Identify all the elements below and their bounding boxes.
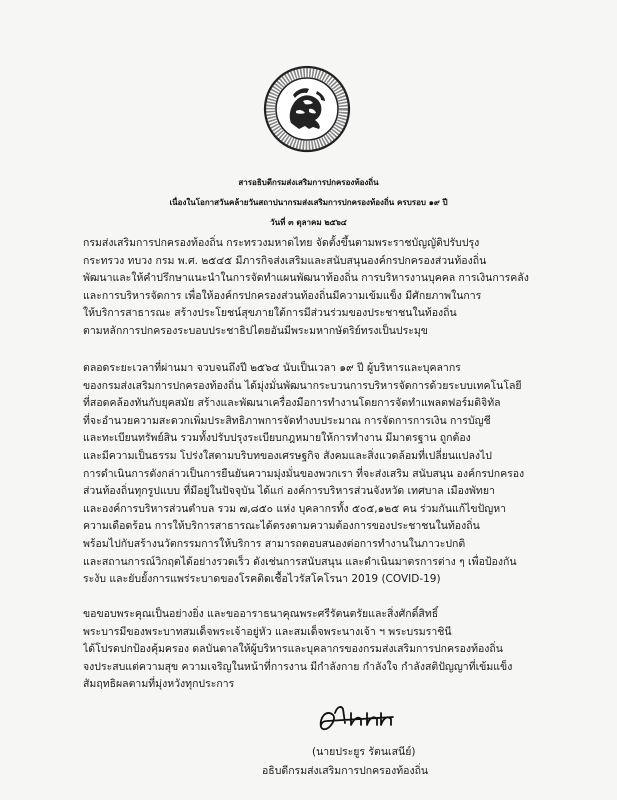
paragraph-line: พัฒนาและให้คำปรึกษาแนะนำในการจัดทำแผนพัฒนาท้องถิ่น การบริหารงานบุคคล การเงินการคลัง (83, 272, 529, 285)
title-line-3: วันที่ ๓ ตุลาคม ๒๕๖๔ (270, 217, 347, 227)
paragraph-line: และทะเบียนทรัพย์สิน รวมทั้งปรับปรุงระเบียบกฎหมายให้การทำงาน มีมาตรฐาน ถูกต้อง (83, 432, 471, 445)
paragraph-1 (83, 235, 555, 341)
department-seal-logo (263, 65, 351, 153)
title-block (0, 172, 617, 232)
paragraph-line: และการบริหารจัดการ เพื่อให้องค์กรปกครองส่วนท้องถิ่นมีความเข้มแข็ง มีศักยภาพในการ (83, 289, 482, 302)
paragraph-line: ตลอดระยะเวลาที่ผ่านมา จวบจนถึงปี ๒๕๖๔ นับเป็นเวลา ๑๙ ปี ผู้บริหารและบุคลากร (83, 362, 461, 374)
handwritten-signature (315, 703, 401, 739)
paragraph-line: ส่วนท้องถิ่นทุกรูปแบบ ที่มีอยู่ในปัจจุบัน ได้แก่ องค์การบริหารส่วนจังหวัด เทศบาล เมืองพัทยา (83, 485, 495, 498)
paragraph-line: กรมส่งเสริมการปกครองท้องถิ่น กระทรวงมหาดไทย จัดตั้งขึ้นตามพระราชบัญญัติปรับปรุง (83, 237, 480, 249)
paragraph-line: และมีความเป็นธรรม โปร่งใสตามบริบทของเศรษฐกิจ สังคมและสิ่งแวดล้อมที่เปลี่ยนแปลงไป (83, 449, 492, 462)
paragraph-line: ของกรมส่งเสริมการปกครองท้องถิ่น ได้มุ่งมั่นพัฒนากระบวนการบริหารจัดการด้วยระบบเทคโนโลยี (83, 379, 522, 392)
title-line-1: สารอธิบดีกรมส่งเสริมการปกครองท้องถิ่น (238, 177, 379, 187)
paragraph-line: พระบารมีของพระบาทสมเด็จพระเจ้าอยู่หัว และสมเด็จพระนางเจ้า ฯ พระบรมราชินี (83, 625, 452, 638)
signatory-name: (นายประยูร รัตนเสนีย์) (312, 746, 416, 758)
paragraph-line: ระงับ และยับยั้งการแพร่ระบาดของโรคติดเชื้อไวรัสโคโรนา 2019 (COVID-19) (83, 573, 441, 586)
paragraph-line: การดำเนินการดังกล่าวเป็นการยืนยันความมุ่งมั่นของพวกเรา ที่จะส่งเสริม สนับสนุน องค์กรปกครอง (83, 467, 525, 480)
title-line-2: เนื่องในโอกาสวันคล้ายวันสถาปนากรมส่งเสริมการปกครองท้องถิ่น ครบรอบ ๑๙ ปี (169, 197, 448, 207)
paragraph-line: ความเดือดร้อน การให้บริการสาธารณะได้ตรงตามความต้องการของประชาชนในท้องถิ่น (83, 520, 480, 533)
paragraph-line: ที่จะอำนวยความสะดวกเพิ่มประสิทธิภาพการจัดทำงบประมาณ การจัดการการเงิน การบัญชี (83, 414, 491, 427)
paragraph-line: และองค์การบริหารส่วนตำบล รวม ๗,๘๕๐ แห่ง บุคลากรทั้ง ๕๐๕,๑๒๕ คน ร่วมกันแก้ไขปัญหา (83, 502, 507, 515)
paragraph-line: พร้อมไปกับสร้างนวัตกรรมการให้บริการ สามารถตอบสนองต่อการทำงานในภาวะปกติ (83, 537, 466, 550)
paragraph-line: กระทรวง ทบวง กรม พ.ศ. ๒๕๔๕ มีภารกิจส่งเสริมและสนับสนุนองค์กรปกครองส่วนท้องถิ่น (83, 254, 487, 267)
paragraph-line: ได้โปรดปกป้องคุ้มครอง ดลบันดาลให้ผู้บริหารและบุคลากรของกรมส่งเสริมการปกครองท้องถิ่น (83, 643, 503, 656)
paragraph-line: ให้บริการสาธารณะ สร้างประโยชน์สุขภายใต้การมีส่วนร่วมของประชาชนในท้องถิ่น (83, 307, 457, 320)
paragraph-line: และสถานการณ์วิกฤตได้อย่างรวดเร็ว ดังเช่นการสนับสนุน และดำเนินมาตรการต่าง ๆ เพื่อป้องกัน (83, 555, 517, 568)
paragraph-2 (83, 360, 555, 589)
paragraph-line: จงประสบแต่ความสุข ความเจริญในหน้าที่การงาน มีกำลังกาย กำลังใจ กำลังสติปัญญาที่เข้มแข็ง (83, 660, 513, 673)
paragraph-line: ที่สอดคล้องทันกับยุคสมัย สร้างและพัฒนาเครื่องมือการทำงานโดยการจัดทำแพลตฟอร์มดิจิทัล (83, 397, 501, 410)
signatory-position: อธิบดีกรมส่งเสริมการปกครองท้องถิ่น (262, 765, 429, 777)
paragraph-3 (83, 606, 555, 694)
paragraph-line: ตามหลักการปกครองระบอบประชาธิปไตยอันมีพระมหากษัตริย์ทรงเป็นประมุข (83, 324, 428, 337)
paragraph-line: ขอขอบพระคุณเป็นอย่างยิ่ง และขออาราธนาคุณพระศรีรัตนตรัยและสิ่งศักดิ์สิทธิ์ (83, 608, 439, 620)
paragraph-line: สัมฤทธิผลตามที่มุ่งหวังทุกประการ (83, 678, 235, 691)
